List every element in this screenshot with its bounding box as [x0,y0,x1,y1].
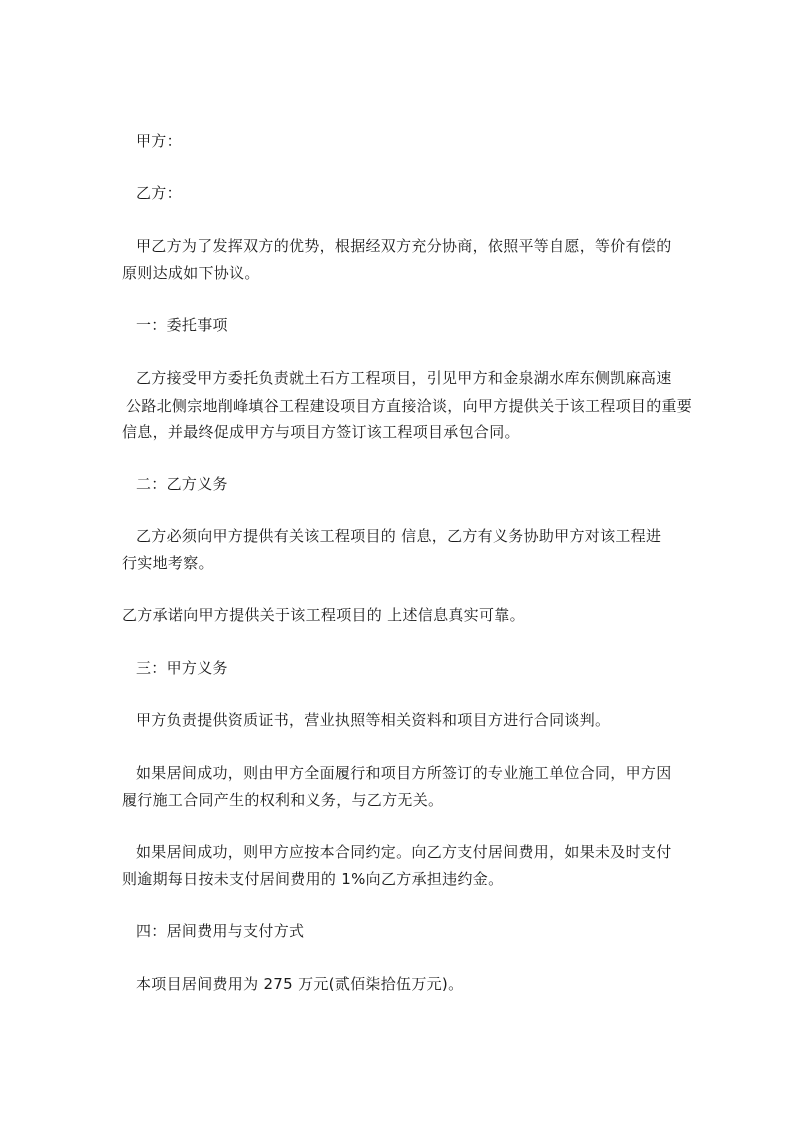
party-b-label: 乙方： [136,184,182,202]
section-3-paragraph-3-line-1: 如果居间成功，则甲方应按本合同约定。向乙方支付居间费用，如果未及时支付 [136,843,672,861]
section-3-heading: 三：甲方义务 [136,659,228,677]
section-1-heading: 一：委托事项 [136,316,228,334]
section-3-paragraph-3-line-2: 则逾期每日按未支付居间费用的 1%向乙方承担违约金。 [122,870,504,888]
section-2-paragraph-1-line-2: 行实地考察。 [122,554,214,572]
section-3-paragraph-2-line-1: 如果居间成功，则由甲方全面履行和项目方所签订的专业施工单位合同，甲方因 [136,764,672,782]
section-1-paragraph-line-2: 公路北侧宗地削峰填谷工程建设项目方直接洽谈，向甲方提供关于该工程项目的重要 [126,397,693,415]
section-2-heading: 二：乙方义务 [136,475,228,493]
section-4-paragraph-1: 本项目居间费用为 275 万元(贰佰柒拾伍万元)。 [136,975,464,993]
section-3-paragraph-2-line-2: 履行施工合同产生的权利和义务，与乙方无关。 [122,791,444,809]
party-a-label: 甲方： [136,132,182,150]
section-2-paragraph-2: 乙方承诺向甲方提供关于该工程项目的 上述信息真实可靠。 [122,606,525,624]
intro-paragraph-line-2: 原则达成如下协议。 [122,264,260,282]
section-1-paragraph-line-1: 乙方接受甲方委托负责就土石方工程项目，引见甲方和金泉湖水库东侧凯麻高速 [136,369,672,387]
section-4-heading: 四：居间费用与支付方式 [136,922,305,940]
section-1-paragraph-line-3: 信息，并最终促成甲方与项目方签订该工程项目承包合同。 [122,423,520,441]
intro-paragraph-line-1: 甲乙方为了发挥双方的优势，根据经双方充分协商，依照平等自愿，等价有偿的 [136,237,672,255]
section-2-paragraph-1-line-1: 乙方必须向甲方提供有关该工程项目的 信息，乙方有义务协助甲方对该工程进 [136,527,662,545]
section-3-paragraph-1: 甲方负责提供资质证书，营业执照等相关资料和项目方进行合同谈判。 [136,711,611,729]
